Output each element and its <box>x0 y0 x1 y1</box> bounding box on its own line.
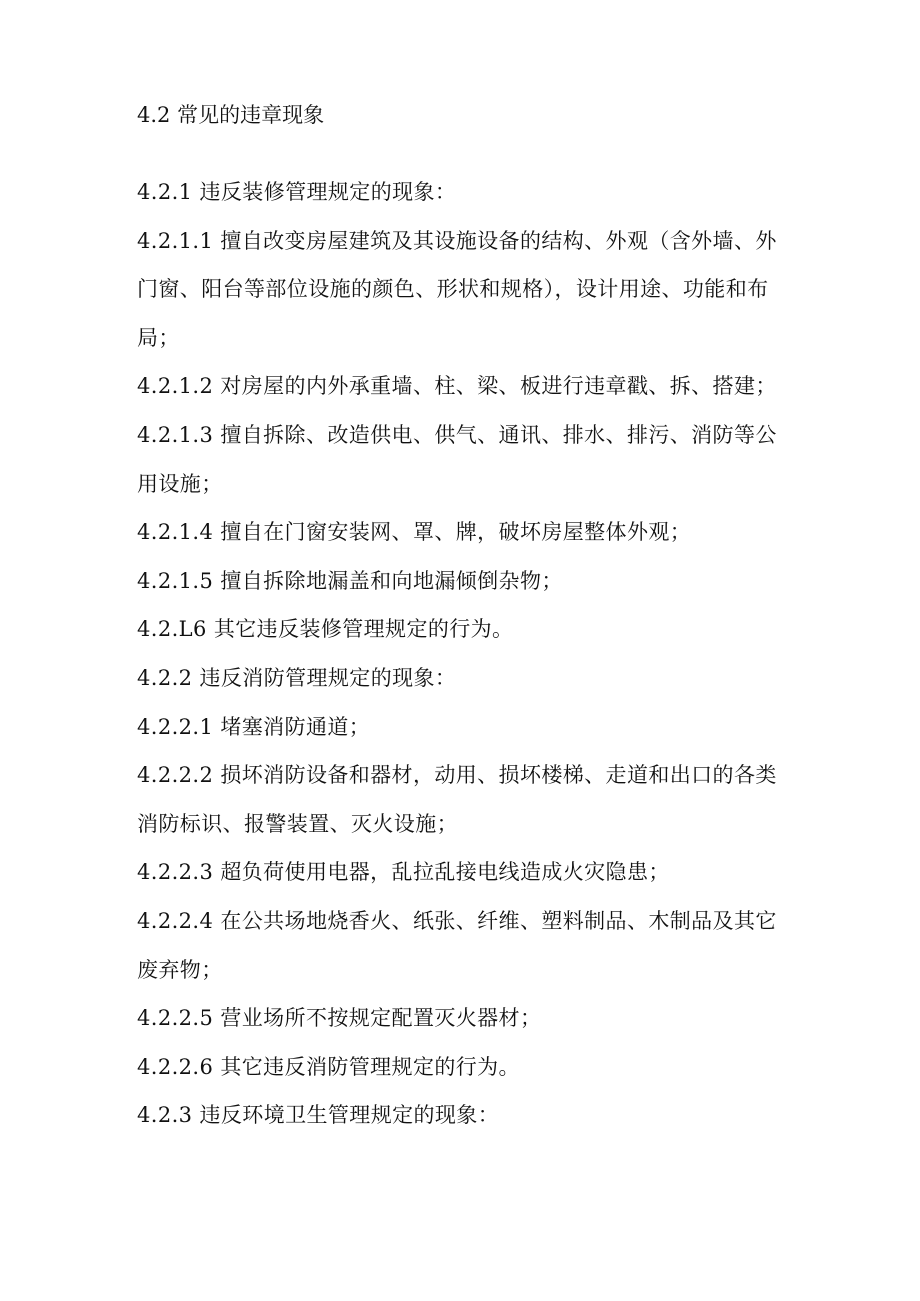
paragraph-4-2-1-2: 4.2.1.2 对房屋的内外承重墙、柱、梁、板进行违章戳、拆、搭建； <box>137 374 777 399</box>
paragraph-4-2-1-5: 4.2.1.5 擅自拆除地漏盖和向地漏倾倒杂物； <box>137 568 563 593</box>
paragraph-4-2-1-3: 4.2.1.3 擅自拆除、改造供电、供气、通讯、排水、排污、消防等公用设施； <box>137 422 777 496</box>
paragraph-4-2-2-2: 4.2.2.2 损坏消防设备和器材，动用、损坏楼梯、走道和出口的各类消防标识、报警装置、灭火设施； <box>137 763 777 836</box>
paragraph-4-2-3: 4.2.3 违反环境卫生管理规定的现象： <box>137 1103 500 1128</box>
paragraph-4-2-2-4: 4.2.2.4 在公共场地烧香火、纸张、纤维、塑料制品、木制品及其它废弃物； <box>137 908 777 982</box>
paragraph-4-2-1-6: 4.2.L6 其它违反装修管理规定的行为。 <box>137 617 514 642</box>
paragraph-4-2-2-1: 4.2.2.1 堵塞消防通道； <box>137 714 371 739</box>
paragraph-4-2-1-1: 4.2.1.1 擅自改变房屋建筑及其设施设备的结构、外观（含外墙、外门窗、阳台等部位设施的颜色、形状和规格），设计用途、功能和布局； <box>137 228 777 350</box>
paragraph-4-2-2-3: 4.2.2.3 超负荷使用电器，乱拉乱接电线造成火灾隐患； <box>137 860 670 885</box>
document-page <box>137 96 787 1140</box>
paragraph-4-2-2-5: 4.2.2.5 营业场所不按规定配置灭火器材； <box>137 1006 542 1031</box>
paragraph-4-2-2: 4.2.2 违反消防管理规定的现象： <box>137 665 457 690</box>
paragraph-4-2-1-4: 4.2.1.4 擅自在门窗安装网、罩、牌，破坏房屋整体外观； <box>137 520 692 545</box>
paragraph-4-2-2-6: 4.2.2.6 其它违反消防管理规定的行为。 <box>137 1054 520 1079</box>
paragraph-4-2-1: 4.2.1 违反装修管理规定的现象： <box>137 180 457 204</box>
section-heading: 4.2 常见的违章现象 <box>137 103 325 127</box>
